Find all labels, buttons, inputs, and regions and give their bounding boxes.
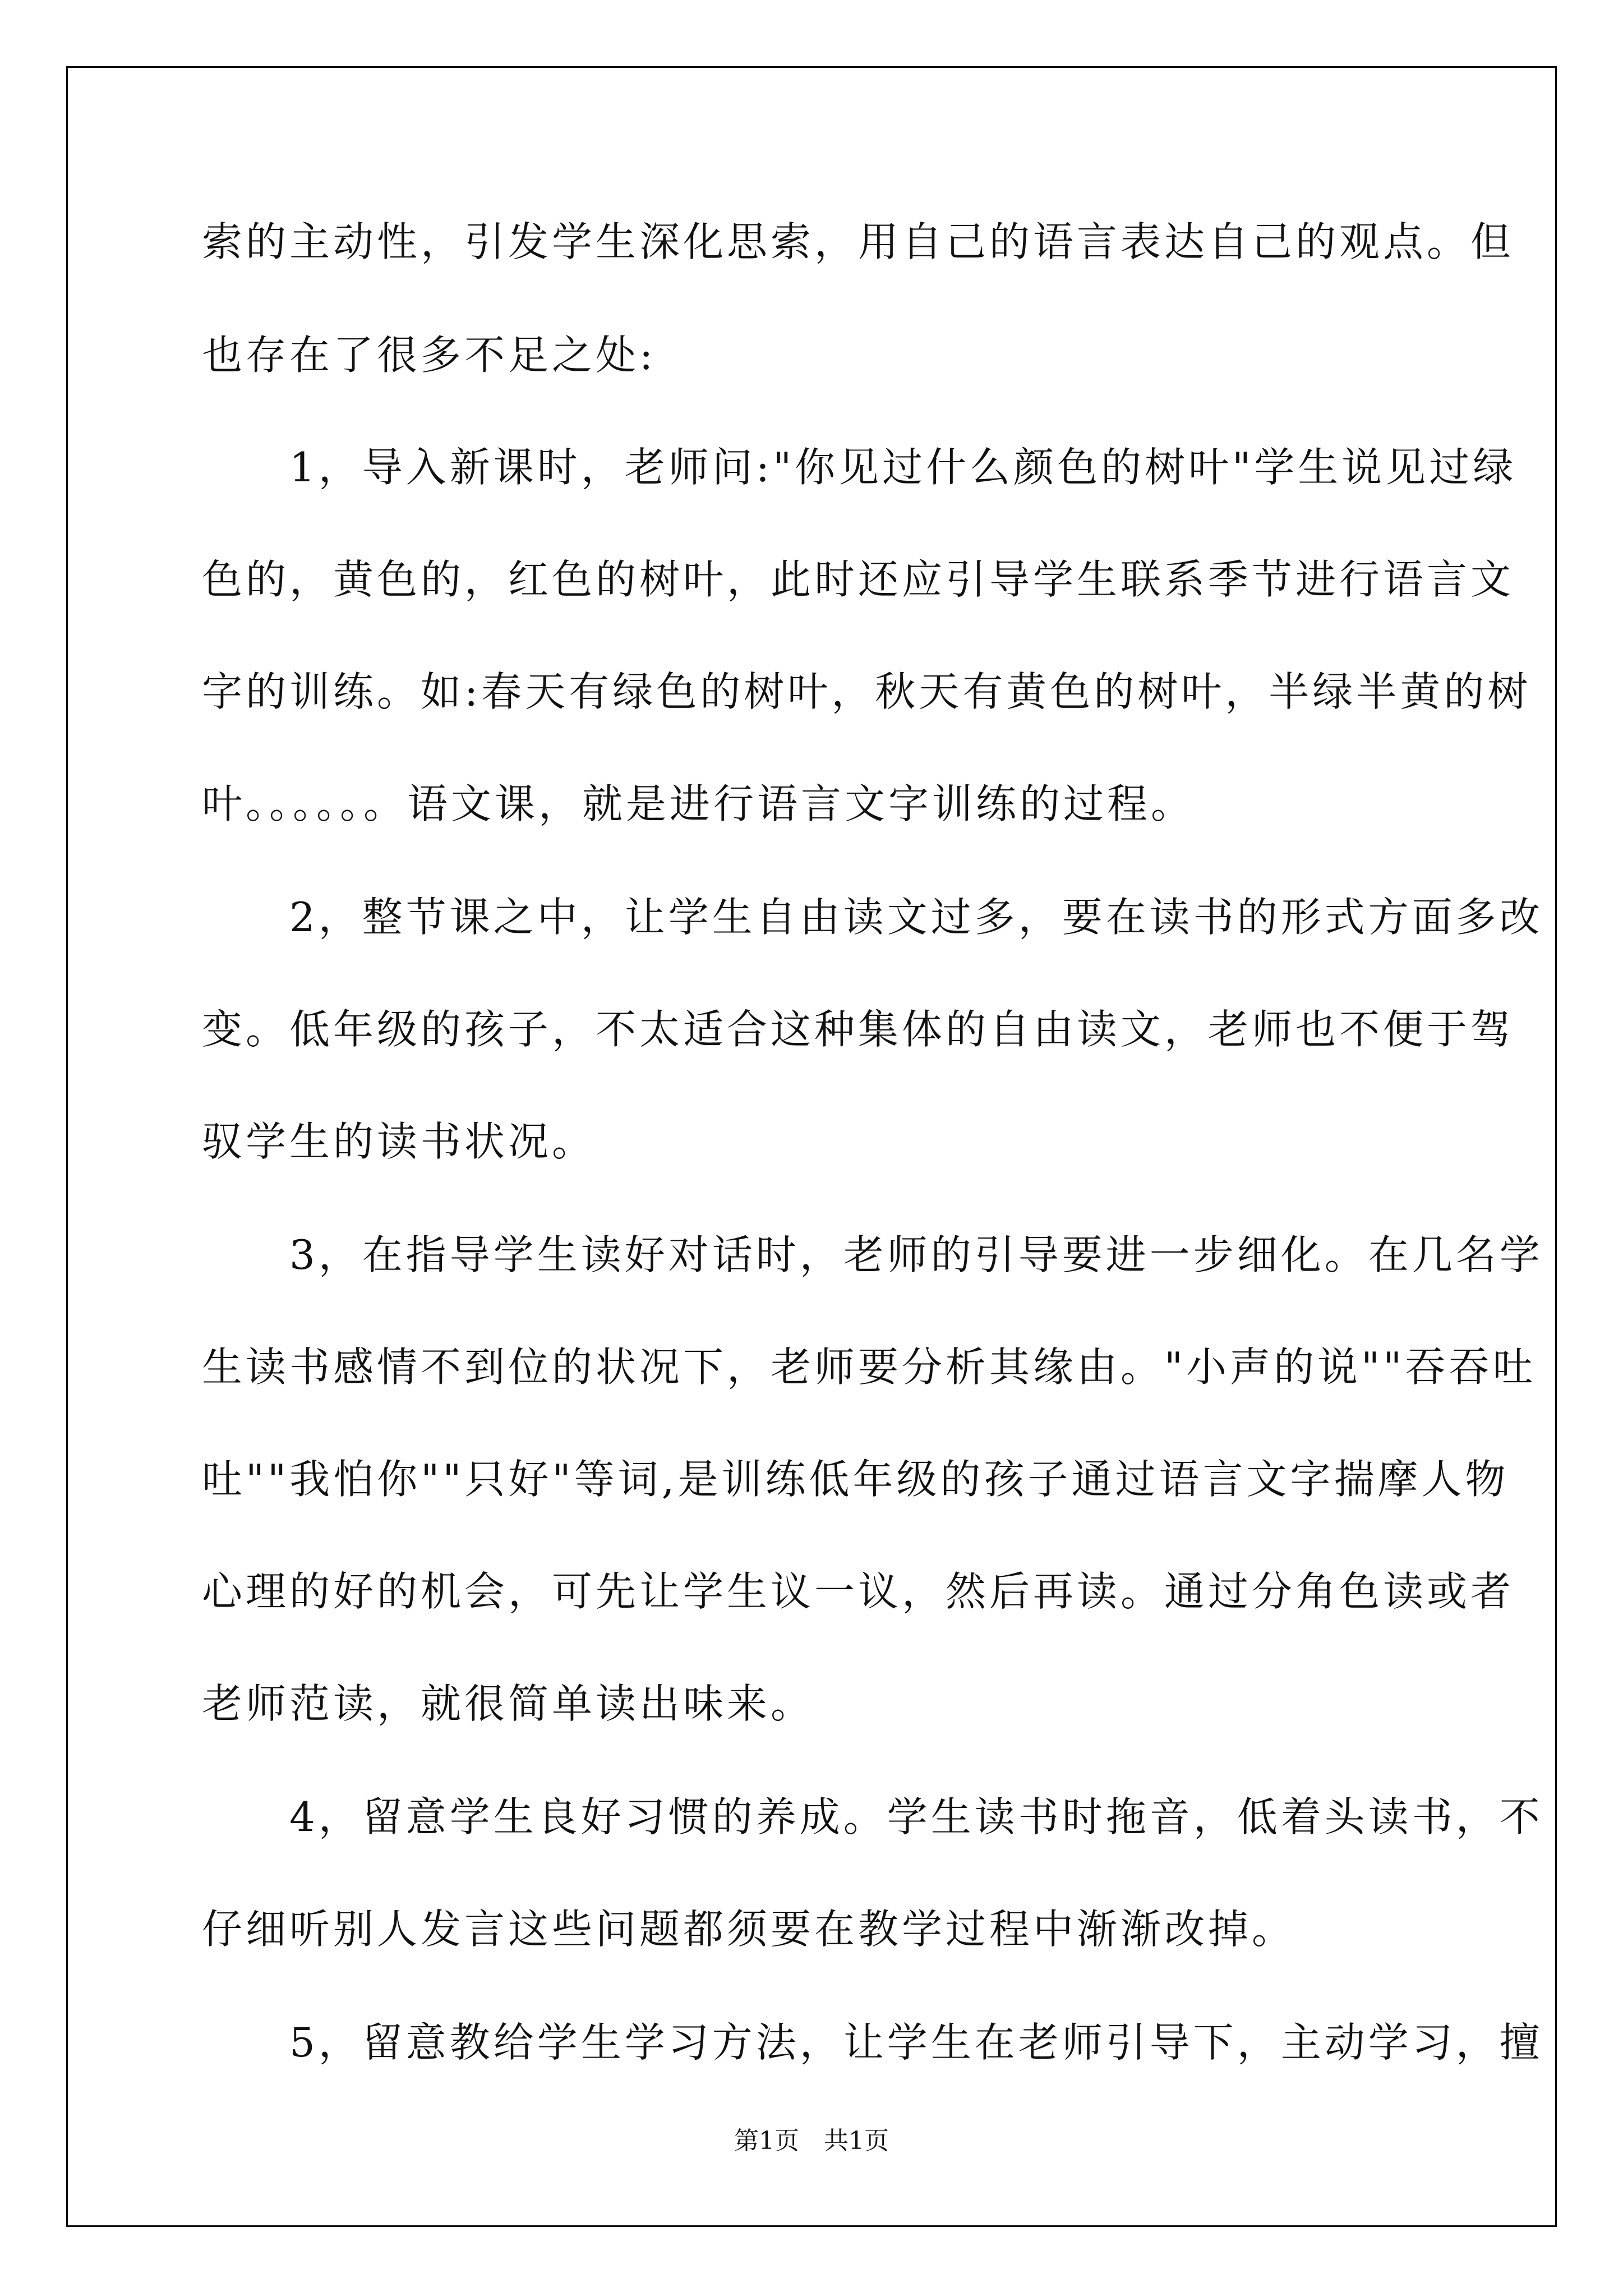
text-line: 5，留意教给学生学习方法，让学生在老师引导下，主动学习，擅 (202, 2019, 1543, 2066)
text-line: 4，留意学生良好习惯的养成。学生读书时拖音，低着头读书，不 (202, 1793, 1543, 1841)
text-line: 变。低年级的孩子，不太适合这种集体的自由读文，老师也不便于驾 (202, 1006, 1515, 1053)
text-line: 也存在了很多不足之处: (202, 332, 657, 379)
text-line: 色的，黄色的，红色的树叶，此时还应引导学生联系季节进行语言文 (202, 556, 1515, 603)
text-line: 吐""我怕你""只好"等词,是训练低年级的孩子通过语言文字揣摩人物 (202, 1456, 1509, 1503)
text-line: 生读书感情不到位的状况下，老师要分析其缘由。"小声的说""吞吞吐 (202, 1343, 1537, 1391)
text-line: 字的训练。如:春天有绿色的树叶，秋天有黄色的树叶，半绿半黄的树 (202, 668, 1532, 715)
text-line: 1，导入新课时，老师问:"你见过什么颜色的树叶"学生说见过绿 (202, 444, 1517, 491)
text-line: 2，整节课之中，让学生自由读文过多，要在读书的形式方面多改 (202, 894, 1543, 941)
text-line: 驭学生的读书状况。 (202, 1118, 596, 1165)
document-body (202, 213, 1543, 2071)
text-line: 3，在指导学生读好对话时，老师的引导要进一步细化。在几名学 (202, 1231, 1543, 1278)
text-line: 仔细听别人发言这些问题都须要在教学过程中渐渐改掉。 (202, 1906, 1296, 1953)
page-number-footer: 第1页 共1页 (734, 2127, 889, 2155)
text-line: 心理的好的机会，可先让学生议一议，然后再读。通过分角色读或者 (202, 1568, 1515, 1615)
text-line: 老师范读，就很简单读出味来。 (202, 1680, 815, 1727)
text-line: 索的主动性，引发学生深化思索，用自己的语言表达自己的观点。但 (202, 218, 1515, 265)
text-line: 叶。。。。。。语文课，就是进行语言文字训练的过程。 (202, 780, 1195, 827)
